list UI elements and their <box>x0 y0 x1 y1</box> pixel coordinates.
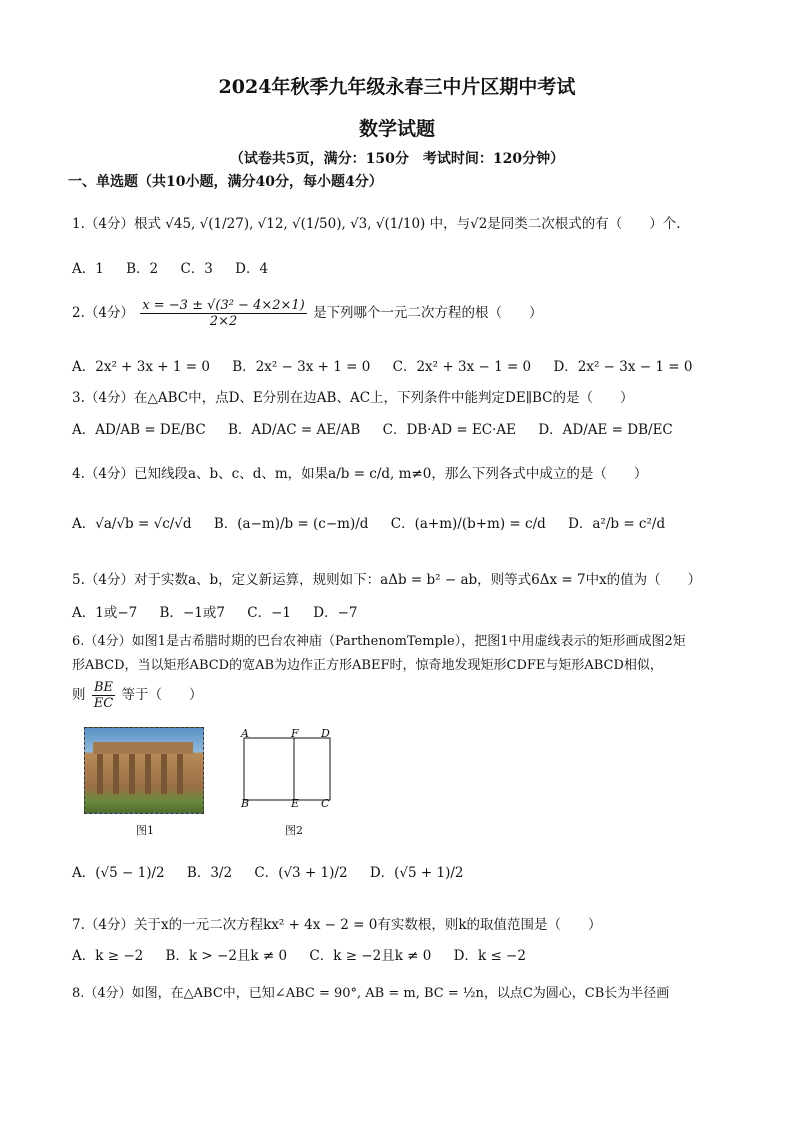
q1-option-a[interactable]: A．1 <box>72 261 104 277</box>
q2-option-c[interactable]: C．2x² + 3x − 1 = 0 <box>392 359 532 375</box>
temple-column <box>145 754 151 794</box>
q6-then: 则 <box>72 687 86 703</box>
temple-column <box>129 754 135 794</box>
figure-2-caption: 图2 <box>285 824 303 837</box>
q2-option-d[interactable]: D．2x² − 3x − 1 = 0 <box>553 359 693 375</box>
q3-option-d[interactable]: D．AD/AE = DB/EC <box>538 422 673 438</box>
q6-option-c[interactable]: C．(√3 + 1)/2 <box>254 865 348 881</box>
figure-1-caption: 图1 <box>136 824 154 837</box>
q4-option-d[interactable]: D．a²/b = c²/d <box>568 516 666 532</box>
q6-option-b[interactable]: B．3/2 <box>186 865 233 881</box>
subject-title: 数学试题 <box>358 118 435 140</box>
temple-column <box>97 754 103 794</box>
q5-option-d[interactable]: D．−7 <box>313 605 358 621</box>
q3-option-a[interactable]: A．AD/AB = DE/BC <box>72 422 206 438</box>
label-b: B <box>241 797 250 810</box>
question-4: 4.（4分）已知线段a、b、c、d、m，如果a/b = c/d, m≠0，那么下列各式中成立的是（ ） <box>72 466 648 482</box>
q4-option-b[interactable]: B．(a−m)/b = (c−m)/d <box>213 516 369 532</box>
q7-option-c[interactable]: C．k ≥ −2且k ≠ 0 <box>309 948 432 964</box>
q2-number: 2.（4分） <box>72 305 134 321</box>
label-c: C <box>321 797 330 810</box>
q6-option-d[interactable]: D．(√5 + 1)/2 <box>369 865 464 881</box>
q2-option-a[interactable]: A．2x² + 3x + 1 = 0 <box>72 359 210 375</box>
q2-option-b[interactable]: B．2x² − 3x + 1 = 0 <box>232 359 371 375</box>
question-1 <box>72 214 681 234</box>
q6-options <box>72 863 482 883</box>
exam-info: （试卷共5页，满分：150分 考试时间：120分钟） <box>229 151 565 167</box>
q1-option-c[interactable]: C．3 <box>180 261 213 277</box>
q6-equals: 等于（ ） <box>121 687 203 703</box>
parthenon-photo <box>84 727 204 814</box>
q6-option-a[interactable]: A．(√5 − 1)/2 <box>72 865 165 881</box>
q1-stem-start: 1.（4分）根式 <box>72 216 161 232</box>
q1-radicals: √45, √(1/27), √12, √(1/50), √3, √(1/10) <box>165 216 426 232</box>
q4-option-c[interactable]: C．(a+m)/(b+m) = c/d <box>390 516 546 532</box>
q1-option-b[interactable]: B．2 <box>126 261 159 277</box>
label-d: D <box>321 727 330 740</box>
q2-stem: 是下列哪个一元二次方程的根（ ） <box>313 305 543 321</box>
label-a: A <box>241 727 249 740</box>
label-e: E <box>291 797 300 810</box>
q6-ratio-numerator: BE <box>92 680 115 696</box>
q5-options <box>72 603 376 623</box>
label-f: F <box>291 727 299 740</box>
q3-options <box>72 420 691 440</box>
question-8: 8.（4分）如图，在△ABC中，已知∠ABC = 90°, AB = m, BC = ½n，以点C为圆心，CB长为半径画 <box>72 986 670 1001</box>
q2-options <box>72 357 710 377</box>
q7-options <box>72 946 544 966</box>
temple-roof <box>93 742 193 754</box>
temple-column <box>177 754 183 794</box>
q1-option-d[interactable]: D．4 <box>235 261 269 277</box>
q6-ratio <box>92 680 115 711</box>
section-heading: 一、单选题（共10小题，满分40分，每小题4分） <box>68 174 383 190</box>
q4-option-a[interactable]: A．√a/√b = √c/√d <box>72 516 192 532</box>
q2-formula-denominator: 2×2 <box>209 314 238 329</box>
q4-options <box>72 514 683 534</box>
q1-options <box>72 259 286 279</box>
question-6-line-3 <box>72 680 203 711</box>
q5-option-c[interactable]: C．−1 <box>247 605 291 621</box>
q7-option-d[interactable]: D．k ≤ −2 <box>453 948 526 964</box>
question-7: 7.（4分）关于x的一元二次方程kx² + 4x − 2 = 0有实数根，则k的取值范围是（ ） <box>72 917 602 933</box>
q3-option-c[interactable]: C．DB·AD = EC·AE <box>382 422 517 438</box>
question-6-line-1: 6.（4分）如图1是古希腊时期的巴台农神庙（ParthenomTemple），把图1中用虚线表示的矩形画成图2矩 <box>72 634 686 649</box>
exam-title: 2024年秋季九年级永春三中片区期中考试 <box>218 76 576 98</box>
question-6-line-2: 形ABCD，当以矩形ABCD的宽AB为边作正方形ABEF时，惊奇地发现矩形CDFE与矩形ABCD相似， <box>72 658 663 673</box>
question-2 <box>72 298 543 329</box>
q6-ratio-denominator: EC <box>93 696 114 711</box>
temple-column <box>113 754 119 794</box>
q3-option-b[interactable]: B．AD/AC = AE/AB <box>227 422 361 438</box>
rectangle-abcd <box>244 738 330 800</box>
q2-formula <box>140 298 306 329</box>
q1-stem-end: 中，与√2是同类二次根式的有（ ）个. <box>429 216 681 232</box>
q5-option-b[interactable]: B．−1或7 <box>159 605 225 621</box>
temple-column <box>161 754 167 794</box>
q5-option-a[interactable]: A．1或−7 <box>72 605 138 621</box>
question-3: 3.（4分）在△ABC中，点D、E分别在边AB、AC上，下列条件中能判定DE∥BC的是（ ） <box>72 390 634 406</box>
question-5: 5.（4分）对于实数a、b，定义新运算，规则如下：aΔb = b² − ab，则等式6Δx = 7中x的值为（ ） <box>72 572 702 588</box>
q7-option-a[interactable]: A．k ≥ −2 <box>72 948 144 964</box>
q2-formula-numerator: x = −3 ± √(3² − 4×2×1) <box>142 298 305 313</box>
q7-option-b[interactable]: B．k > −2且k ≠ 0 <box>165 948 288 964</box>
